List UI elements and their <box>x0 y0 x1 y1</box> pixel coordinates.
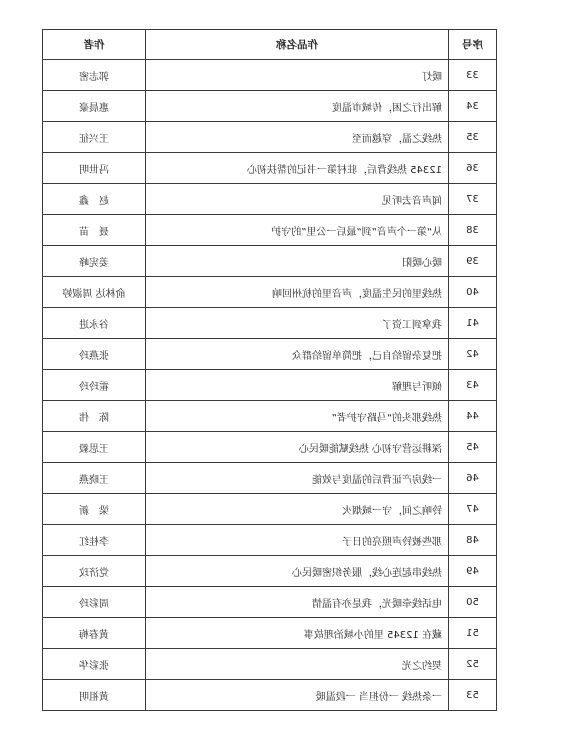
work-author: 郭志密 <box>43 60 146 91</box>
work-title: 热线里的民生温度，声音里的杭州回响 <box>146 277 449 308</box>
table-row <box>43 122 497 153</box>
row-number: 35 <box>449 122 497 153</box>
table-row <box>43 556 497 587</box>
table-row <box>43 432 497 463</box>
work-title: 从“第一个声音”到“最后一公里”的守护 <box>146 215 449 246</box>
row-number: 45 <box>449 432 497 463</box>
table-row <box>43 246 497 277</box>
table-row <box>43 649 497 680</box>
table-row <box>43 463 497 494</box>
row-number: 51 <box>449 618 497 649</box>
row-number: 38 <box>449 215 497 246</box>
row-number: 42 <box>449 339 497 370</box>
work-author: 冯世明 <box>43 153 146 184</box>
work-author: 谷永进 <box>43 308 146 339</box>
row-number: 34 <box>449 91 497 122</box>
work-title: 藏在 12345 里的小城治理故事 <box>146 618 449 649</box>
table-body <box>43 60 497 711</box>
work-title: 解出行之困，传城市温度 <box>146 91 449 122</box>
work-title: 倾听与理解 <box>146 370 449 401</box>
table-row <box>43 277 497 308</box>
work-author: 黄祖明 <box>43 680 146 711</box>
table-row <box>43 587 497 618</box>
document-page <box>62 29 497 711</box>
work-title: 契约之光 <box>146 649 449 680</box>
work-author: 惠晨豪 <box>43 91 146 122</box>
work-author: 陈 伟 <box>43 401 146 432</box>
table-row <box>43 525 497 556</box>
table-row <box>43 91 497 122</box>
table-row <box>43 308 497 339</box>
work-title: 那些被铃声照亮的日子 <box>146 525 449 556</box>
row-number: 37 <box>449 184 497 215</box>
work-title: 闻声音去听见 <box>146 184 449 215</box>
work-author: 张燕玲 <box>43 339 146 370</box>
table-row <box>43 618 497 649</box>
row-number: 49 <box>449 556 497 587</box>
row-number: 48 <box>449 525 497 556</box>
row-number: 50 <box>449 587 497 618</box>
work-title: 一条热线 一份担当 一段温暖 <box>146 680 449 711</box>
row-number: 46 <box>449 463 497 494</box>
row-number: 41 <box>449 308 497 339</box>
work-title: 暖灯 <box>146 60 449 91</box>
work-author: 王晓燕 <box>43 463 146 494</box>
work-author: 黄春梅 <box>43 618 146 649</box>
work-author: 王思毅 <box>43 432 146 463</box>
work-title: 把复杂留给自己，把简单留给群众 <box>146 339 449 370</box>
table-row <box>43 339 497 370</box>
row-number: 36 <box>449 153 497 184</box>
table-header-row <box>43 30 497 60</box>
work-author: 姜宪峰 <box>43 246 146 277</box>
work-title: 热线那头的“马路守护者” <box>146 401 449 432</box>
work-title: 深耕运营守初心 热线赋能暖民心 <box>146 432 449 463</box>
table-row <box>43 184 497 215</box>
header-num: 序号 <box>449 30 497 60</box>
table-row <box>43 153 497 184</box>
work-author: 聂 苗 <box>43 215 146 246</box>
table-row <box>43 60 497 91</box>
works-table <box>42 29 497 711</box>
work-author: 张彩华 <box>43 649 146 680</box>
header-author: 作者 <box>43 30 146 60</box>
row-number: 33 <box>449 60 497 91</box>
row-number: 47 <box>449 494 497 525</box>
work-author: 李桂红 <box>43 525 146 556</box>
row-number: 40 <box>449 277 497 308</box>
work-title: 热线之温，穿越而至 <box>146 122 449 153</box>
row-number: 52 <box>449 649 497 680</box>
work-title: 一线房产证背后的温度与效能 <box>146 463 449 494</box>
table-row <box>43 370 497 401</box>
work-author: 俞林达 周淑婷 <box>43 277 146 308</box>
work-title: 我拿到工资了 <box>146 308 449 339</box>
work-author: 赵 鑫 <box>43 184 146 215</box>
work-author: 周彩玲 <box>43 587 146 618</box>
work-author: 王兴征 <box>43 122 146 153</box>
work-author: 霍玲玲 <box>43 370 146 401</box>
work-title: 热线串起连心线，服务织密暖民心 <box>146 556 449 587</box>
work-title: 暖心暖阳 <box>146 246 449 277</box>
row-number: 39 <box>449 246 497 277</box>
row-number: 53 <box>449 680 497 711</box>
table-row <box>43 215 497 246</box>
row-number: 44 <box>449 401 497 432</box>
row-number: 43 <box>449 370 497 401</box>
table-row <box>43 494 497 525</box>
header-title: 作品名称 <box>146 30 449 60</box>
table-row <box>43 680 497 711</box>
work-title: 电话线牵暖光，我是亦有温情 <box>146 587 449 618</box>
work-title: 12345 热线背后，驻村第一书记的帮扶初心 <box>146 153 449 184</box>
work-author: 梁 新 <box>43 494 146 525</box>
work-title: 铃响之间，守一城烟火 <box>146 494 449 525</box>
work-author: 党济玟 <box>43 556 146 587</box>
table-row <box>43 401 497 432</box>
